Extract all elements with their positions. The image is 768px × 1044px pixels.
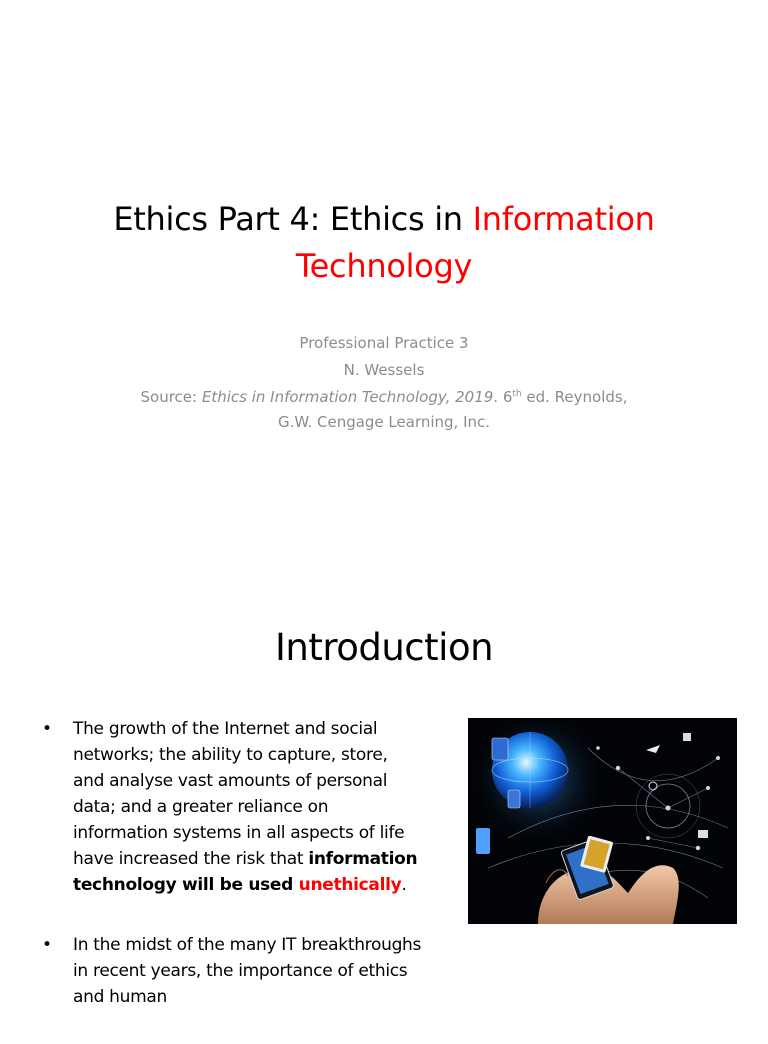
title-text: Ethics Part 4: Ethics in xyxy=(113,200,473,238)
slide-title xyxy=(60,196,708,290)
source-edition: . 6 xyxy=(493,388,513,406)
hands-globe-network-icon xyxy=(468,718,737,924)
technology-illustration xyxy=(468,718,737,924)
bullet-dot-icon: • xyxy=(42,935,52,955)
bullet-item xyxy=(42,716,422,898)
bullet-dot-icon: • xyxy=(42,719,52,739)
bullet-bold-text: information technology will be used xyxy=(73,849,418,895)
bullet-item xyxy=(42,932,422,1010)
title-highlight-information: Information xyxy=(472,200,655,238)
title-highlight-technology: Technology xyxy=(295,247,473,285)
author-name: N. Wessels xyxy=(343,361,425,379)
bullet-list xyxy=(42,716,422,1044)
bullet-text: In the midst of the many IT breakthroughs in recent years, the importance of ethics and human xyxy=(73,935,422,1007)
source-book-title: Ethics in Information Technology, 2019 xyxy=(201,388,494,406)
source-author: ed. Reynolds, xyxy=(521,388,628,406)
bullet-text: The growth of the Internet and social networks; the ability to capture, store, and analyse vast amounts of personal data; and a greater reliance on information systems in all aspects of life have increased the risk that xyxy=(73,719,405,869)
source-citation xyxy=(110,385,658,409)
source-edition-suffix: th xyxy=(512,389,522,399)
course-name: Professional Practice 3 xyxy=(299,334,469,352)
introduction-heading: Introduction xyxy=(274,626,494,669)
source-label: Source: xyxy=(140,388,202,406)
bullet-red-text: unethically xyxy=(298,875,402,895)
slide-subtitle xyxy=(110,330,658,434)
bullet-end: . xyxy=(401,875,407,895)
source-publisher: G.W. Cengage Learning, Inc. xyxy=(277,413,491,431)
